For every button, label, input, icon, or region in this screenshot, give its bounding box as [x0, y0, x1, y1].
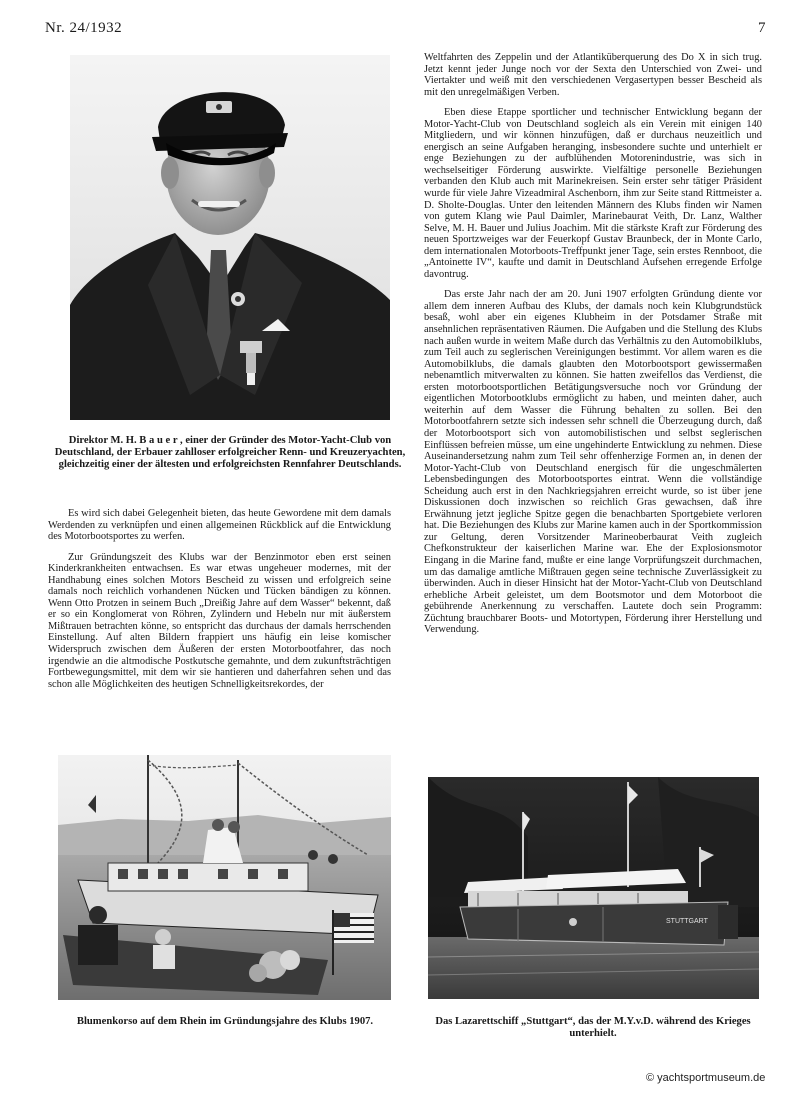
right-paragraph: Eben diese Etappe sportlicher und technischer Entwicklung begann der Motor-Yacht-Club von Deutschland sogleich als ein Verein mit einigen 140 Mitgliedern, und wir können hinzufügen, daß er durchaus neuzeitlich und energisch an seine Aufgaben heranging, insbesondere suchte und unterhielt er enge Beziehungen zu der aufblühenden Motorenindustrie, was sich in wechselseitiger Förderung auswirkte. Vielfältige personelle Beziehungen verbanden den Klub auch mit Marinekreisen. Sein erster sehr tätiger Präsident wurde für viele Jahre Vizeadmiral Aschenborn, ihm zur Seite stand Rittmeister a. D. Sholte-Douglas. Unter den leitenden Männern des Klubs finden wir Namen von gutem Klang wie Paul Daimler, Marinebaurat Veith, Dr. Lanz, Walther Selve, M. H. Bauer und Julius Joachim. Mit die stärkste Kraft zur Förderung des neuen Sportzweiges war der Feuerkopf Gustav Braunbeck, der in Monte Carlo, dem internationalen Motorboots-Treffpunkt jener Tage, sein erstes Rennboot, die „Antoinette IV“, kaufte und damit in Deutschland Aufsehen erregende Erfolge davontrug.	[424, 107, 762, 280]
ship-name-label: STUTTGART	[666, 918, 708, 925]
right-paragraph: Das erste Jahr nach der am 20. Juni 1907 erfolgten Gründung diente vor allem dem inneren Aufbau des Klubs, der damals noch kein Klubgrundstück besaß, wohl aber ein eigenes Klubheim in der Potsdamer Straße mit ansehnlichen repräsentativen Räumen. Die Aufgaben und die Stellung des Klubs nach außen wurde in weitem Maße durch das Verhältnis zu den Automobilklubs, zum Teil auch zu seglerischen Vereinigungen bestimmt. Vor allem waren es die Automobilklubs, die damals glaubten den Motorbootsport gewissermaßen nebenamtlich mitverwalten zu können. Sie hatten zweifellos das Verdienst, die ersten motorbootsportlichen Betätigungsversuche noch vor Gründung der eigentlichen Motorbootklubs ermöglicht zu haben, und meinten daher, auch weiterhin auf dem Wasser die Führung behalten zu sollen. Bei den Motorbootfahrern setzte sich indessen sehr schnell die Überzeugung durch, daß der Motorbootsport sich von automobilistischen und selbst seglerischen Einflüssen befreien müsse, um eine ungehinderte Entwicklung zu nehmen. Diese Auseinandersetzung nahm zum Teil sehr offenherzige Formen an, in denen der Motor-Yacht-Club von Deutschland energisch für die ungeschmälerten Lebensbedingungen des Motorbootsportes eintrat. Wenn die vollständige Scheidung auch erst in den Nachkriegsjahren erreicht wurde, so ist über jene Diskussionen doch inzwischen so reichlich Gras gewachsen, daß ihre Erwähnung jetzt jegliche Spitze gegen die benachbarten Sportgebiete verloren hat. Die Beziehungen des Klubs zur Marine kamen auch in der Sportkommission zur Geltung, deren Vorsitzender Marineoberbaurat Veith zugleich Chefkonstrukteur der kaiserlichen Marine war. Ehe der Explosionsmotor Eingang in die Marine fand, mußte er eine lange Vorprüfungszeit durchmachen, um das damalige amtliche Mißtrauen gegen seine technische Zuverlässigkeit zu überwinden. Auch in dieser Hinsicht hat der Motor-Yacht-Club von Deutschland erhebliche Arbeit geleistet, um dem Bootsmotor und dem Motorboot die gebührende Anerkennung zu verschaffen. Lautete doch sein Programm: Züchtung brauchbarer Boots- und Motortypen, Förderung ihrer Herstellung und Verwendung.	[424, 289, 762, 636]
blumenkorso-photo	[58, 755, 391, 1000]
copyright-notice[interactable]: © yachtsportmuseum.de	[646, 1072, 766, 1084]
left-column	[48, 508, 391, 699]
left-paragraph: Zur Gründungszeit des Klubs war der Benzinmotor eben erst seinen Kinderkrankheiten entwachsen. Es war etwas ungeheuer modernes, mit der Handhabung eines solchen Motors Bescheid zu wissen und erfolgreich seine damals noch reichlich vorhandenen Nücken und Tücken bändigen zu können. Wenn Otto Protzen in seinem Buch „Dreißig Jahre auf dem Wasser“ bekennt, daß er so ein Konglomerat von Röhren, Zylindern und Hebeln nur mit äußerstem Mißtrauen betrachten könne, so entspricht das durchaus der damals herrschenden Einstellung. Auf alten Bildern frappiert uns häufig ein leise komischer Widerspruch zwischen dem Äußeren der ersten Motorbootfahrer, das noch irgendwie an die altmodische Postkutsche gemahnte, und dem zukunftsträchtigen Fortbewegungsmittel, mit dem wir sie hantieren und daherfahren sehen und das schon alle Möglichkeiten des heutigen Schnelligkeitsrekordes, der	[48, 551, 391, 690]
page-number: 7	[758, 20, 766, 36]
right-column	[424, 52, 762, 645]
lazarettschiff-caption: Das Lazarettschiff „Stuttgart“, das der M.Y.v.D. während des Krieges unterhielt.	[435, 1016, 751, 1039]
left-paragraph: Es wird sich dabei Gelegenheit bieten, das heute Gewordene mit dem damals Werdenden zu verknüpfen und einen allgemeinen Rückblick auf die Entwicklung des Motorbootsportes zu werfen.	[48, 508, 391, 543]
portrait-photo	[70, 55, 390, 420]
portrait-caption: Direktor M. H. B a u e r , einer der Gründer des Motor-Yacht-Club von Deutschland, der Erbauer zahlloser erfolgreicher Renn- und Kreuzeryachten, gleichzeitig einer der ältesten und erfolgreichsten Rennfahrer Deutschlands.	[54, 435, 406, 470]
issue-number: Nr. 24/1932	[45, 20, 123, 36]
right-paragraph: Weltfahrten des Zeppelin und der Atlantiküberquerung des Do X in sich trug. Jetzt kennt jeder Junge noch vor der Sexta den Unterschied von Zwei- und Viertakter und weiß mit den verschiedenen Vergasertypen besser Bescheid als mit den unregelmäßigen Verben.	[424, 52, 762, 98]
lazarettschiff-photo	[428, 777, 759, 999]
blumenkorso-caption: Blumenkorso auf dem Rhein im Gründungsjahre des Klubs 1907.	[76, 1016, 374, 1027]
